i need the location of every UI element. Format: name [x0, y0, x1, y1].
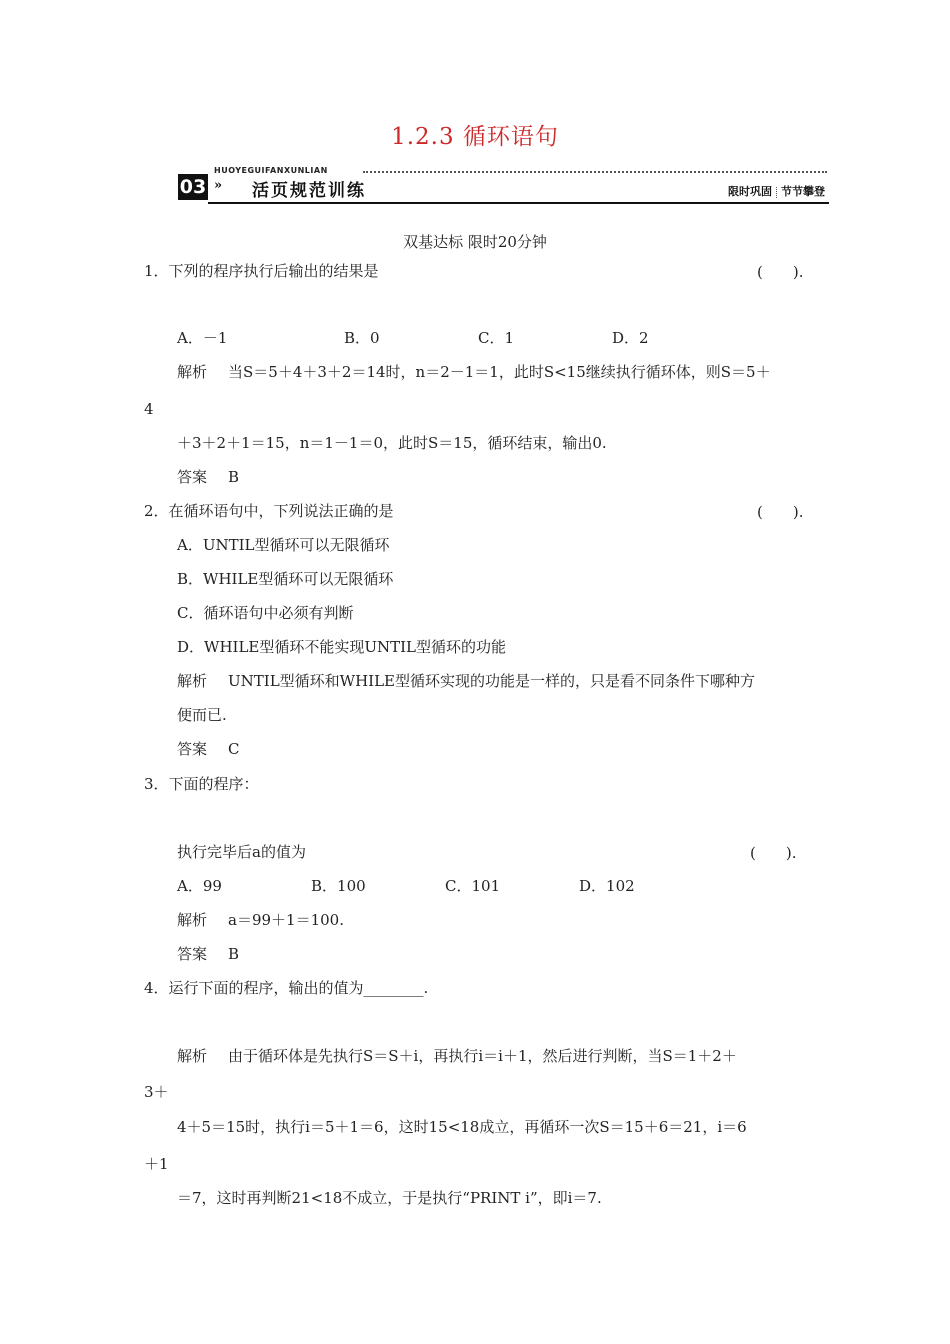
- banner-right-left: 限时巩固: [728, 185, 772, 198]
- section-subtitle: 双基达标 限时20分钟: [403, 233, 547, 251]
- q1-jiexi-line2: 4: [144, 400, 154, 418]
- banner-bottom-line: [208, 202, 829, 204]
- page-title: 1.2.3 循环语句: [391, 124, 559, 150]
- q1-jiexi-line3: ＋3＋2＋1＝15，n＝1－1＝0，此时S＝15，循环结束，输出0.: [177, 434, 607, 452]
- banner-right-labels: [728, 183, 825, 199]
- q4-jiexi-line1: 由于循环体是先执行S＝S＋i，再执行i＝i＋1，然后进行判断，当S＝1＋2＋: [228, 1047, 737, 1065]
- q1-stem: 1．下列的程序执行后输出的结果是: [144, 262, 379, 280]
- banner-name: 活页规范训练: [252, 181, 366, 201]
- banner-pinyin: HUOYEGUIFANXUNLIAN: [214, 166, 328, 175]
- q1-option-b: B．0: [344, 329, 380, 347]
- q2-option-a: A．UNTIL型循环可以无限循环: [177, 536, 390, 554]
- q1-paren: ( ).: [757, 263, 804, 281]
- q3-option-a: A．99: [177, 877, 222, 895]
- q4-jiexi-label: 解析: [177, 1047, 208, 1065]
- q3-stem: 3．下面的程序：: [144, 775, 259, 793]
- q1-answer: B: [228, 468, 240, 486]
- banner-arrows-icon: »: [214, 178, 223, 193]
- q2-option-b: B．WHILE型循环可以无限循环: [177, 570, 394, 588]
- q1-jiexi-label: 解析: [177, 363, 208, 381]
- q1-jiexi-line1: 当S＝5＋4＋3＋2＝14时，n＝2－1＝1，此时S<15继续执行循环体，则S＝5＋: [228, 363, 771, 381]
- q3-stem2: 执行完毕后a的值为: [177, 843, 306, 861]
- q3-option-b: B．100: [311, 877, 366, 895]
- q2-paren: ( ).: [757, 503, 804, 521]
- q4-jiexi-line2: 3＋: [144, 1083, 169, 1101]
- q4-jiexi-line4: ＋1: [144, 1155, 169, 1173]
- q3-answer: B: [228, 945, 240, 963]
- q1-answer-label: 答案: [177, 468, 208, 486]
- banner-dotted-line: [363, 171, 827, 173]
- q1-option-a: A．－1: [177, 329, 228, 347]
- q2-option-c: C．循环语句中必须有判断: [177, 604, 354, 622]
- q2-jiexi-label: 解析: [177, 672, 208, 690]
- banner-right-right: 节节攀登: [781, 185, 825, 198]
- q2-answer: C: [228, 740, 240, 758]
- q4-jiexi-line3: 4＋5＝15时，执行i＝5＋1＝6，这时15<18成立，再循环一次S＝15＋6＝21，i＝6: [177, 1118, 747, 1136]
- q2-jiexi-line1: UNTIL型循环和WHILE型循环实现的功能是一样的，只是看不同条件下哪种方: [228, 672, 755, 690]
- q1-option-c: C．1: [478, 329, 515, 347]
- q3-paren: ( ).: [750, 844, 797, 862]
- q3-option-c: C．101: [445, 877, 501, 895]
- q4-stem: 4．运行下面的程序，输出的值为________.: [144, 979, 429, 997]
- q2-answer-label: 答案: [177, 740, 208, 758]
- banner-separator: [776, 187, 777, 198]
- q3-jiexi-line1: a＝99＋1＝100.: [228, 911, 344, 929]
- q2-jiexi-line2: 便而已.: [177, 706, 227, 724]
- q1-option-d: D．2: [612, 329, 649, 347]
- q3-option-d: D．102: [579, 877, 635, 895]
- section-banner: [178, 166, 829, 206]
- q4-jiexi-line5: ＝7，这时再判断21<18不成立，于是执行“PRINT i”，即i＝7.: [177, 1189, 602, 1207]
- q2-option-d: D．WHILE型循环不能实现UNTIL型循环的功能: [177, 638, 507, 656]
- q2-stem: 2．在循环语句中，下列说法正确的是: [144, 502, 394, 520]
- q3-answer-label: 答案: [177, 945, 208, 963]
- banner-number: 03: [179, 176, 207, 198]
- q3-jiexi-label: 解析: [177, 911, 208, 929]
